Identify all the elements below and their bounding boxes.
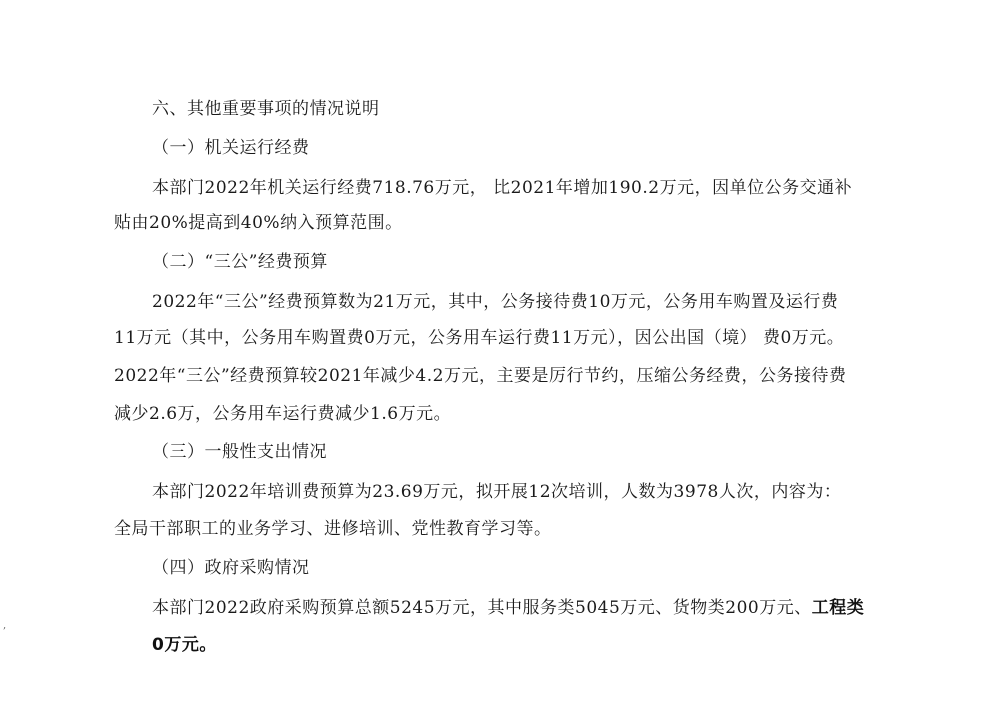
three-public-line-3: 2022年“三公”经费预算较2021年减少4.2万元，主要是厉行节约，压缩公务经费，公务接待费 bbox=[114, 366, 847, 386]
operating-expenses-line-2: 贴由20%提高到40%纳入预算范围。 bbox=[114, 213, 403, 233]
operating-expenses-line-1: 本部门2022年机关运行经费718.76万元， 比2021年增加190.2万元，因单位公务交通补 bbox=[152, 178, 853, 198]
three-public-line-1: 2022年“三公”经费预算数为21万元，其中，公务接待费10万元，公务用车购置及运行费 bbox=[152, 292, 839, 312]
heading-general-expenditure: （三）一般性支出情况 bbox=[152, 442, 327, 462]
heading-operating-expenses: （一）机关运行经费 bbox=[152, 138, 310, 158]
heading-three-public-expenses: （二）“三公”经费预算 bbox=[152, 252, 328, 272]
general-expenditure-line-2: 全局干部职工的业务学习、进修培训、党性教育学习等。 bbox=[114, 519, 552, 539]
section-title: 六、其他重要事项的情况说明 bbox=[152, 99, 380, 119]
three-public-line-2: 11万元（其中，公务用车购置费0万元，公务用车运行费11万元），因公出国（境） 费0万元。 bbox=[114, 328, 845, 348]
procurement-line-2: 0万元。 bbox=[152, 635, 217, 655]
three-public-line-4: 减少2.6万，公务用车运行费减少1.6万元。 bbox=[114, 404, 452, 424]
general-expenditure-line-1: 本部门2022年培训费预算为23.69万元，拟开展12次培训，人数为3978人次，内容为： bbox=[152, 482, 842, 502]
margin-mark: , bbox=[3, 620, 7, 631]
procurement-engineering-label: 工程类 bbox=[811, 598, 865, 618]
procurement-line-1-text: 本部门2022政府采购预算总额5245万元，其中服务类5045万元、货物类200万元、 bbox=[152, 598, 812, 618]
heading-government-procurement: （四）政府采购情况 bbox=[152, 558, 310, 578]
procurement-line-1 bbox=[152, 596, 864, 620]
